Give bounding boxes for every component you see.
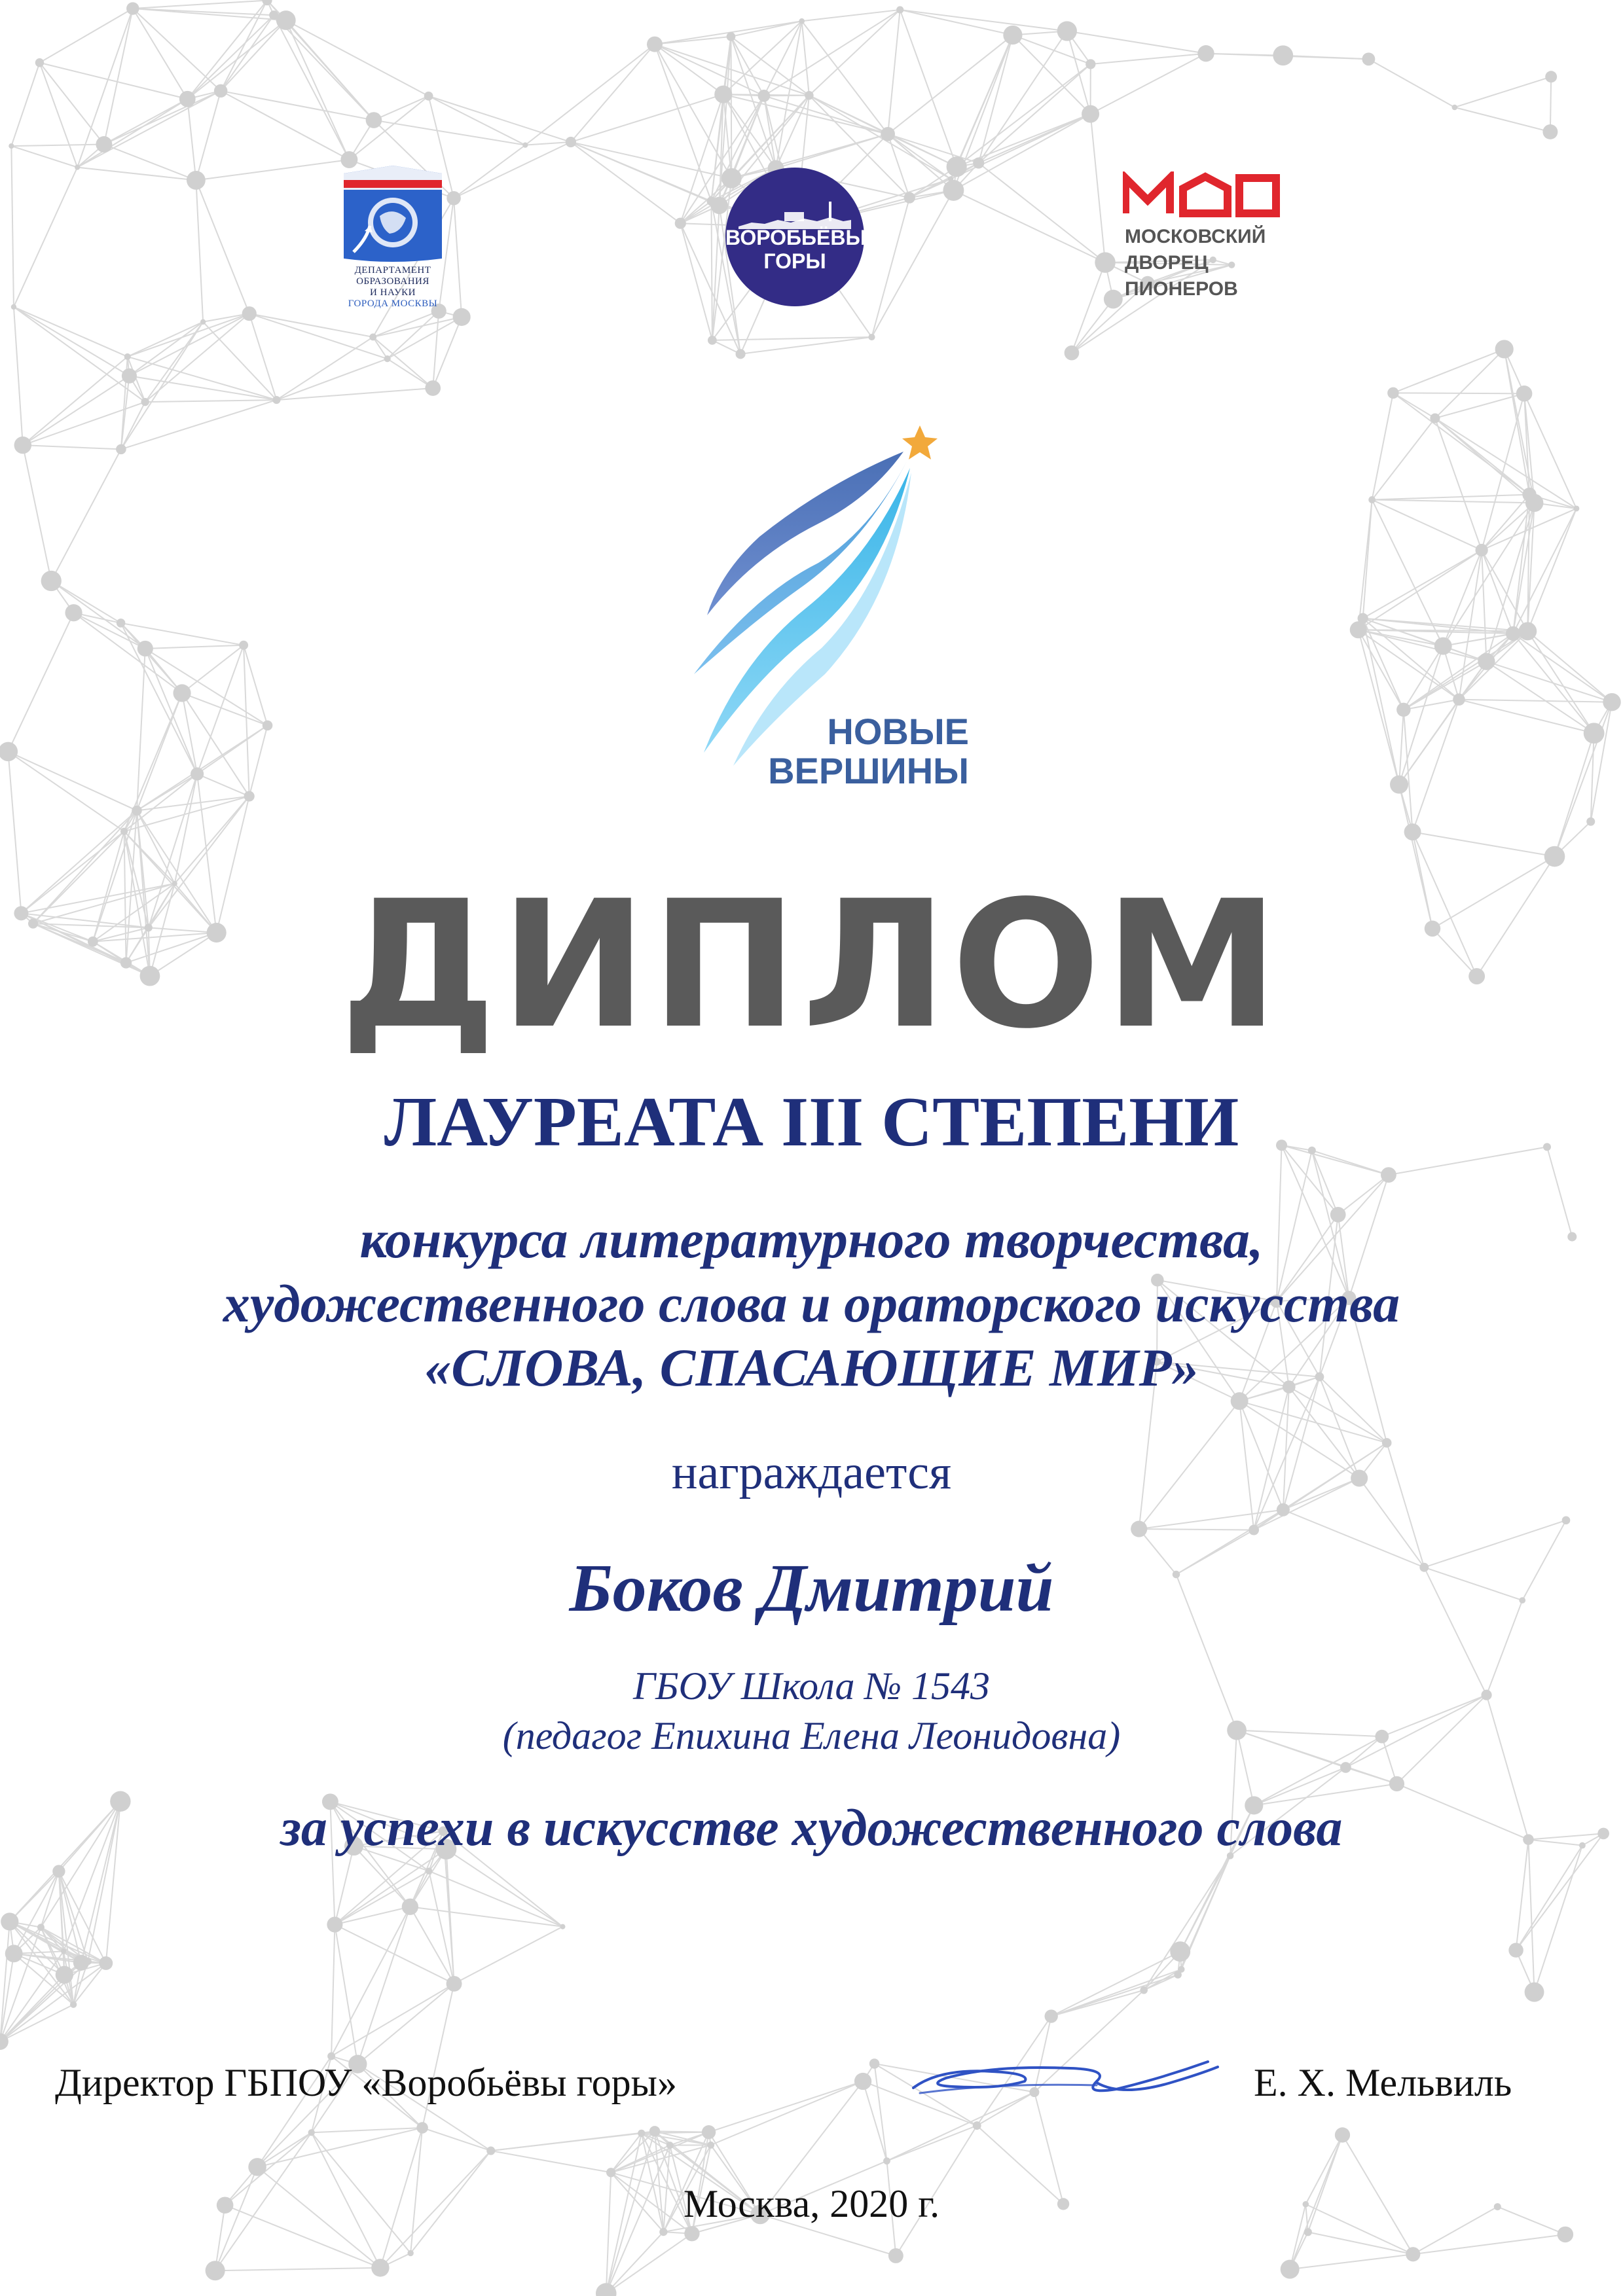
new-peaks-emblem-text: НОВЫЕ ВЕРШИНЫ <box>768 711 969 791</box>
place-and-date: Москва, 2020 г. <box>683 2182 940 2225</box>
department-logo-caption: ДЕПАРТАМЕНТ ОБРАЗОВАНИЯ И НАУКИ ГОРОДА МОСКВЫ <box>348 265 438 309</box>
contest-name: «СЛОВА, СПАСАЮЩИЕ МИР» <box>424 1338 1199 1397</box>
vorobyovy-gory-skyline-icon <box>739 196 851 229</box>
diploma-title: ДИПЛОМ <box>340 863 1283 1067</box>
achievement-text: за успехи в искусстве художественного слова <box>280 1799 1343 1857</box>
moscow-palace-pioneers-mark-icon <box>1123 171 1280 217</box>
recipient-name: Боков Дмитрий <box>569 1551 1054 1626</box>
contest-description <box>0 1208 1623 1400</box>
vorobyovy-gory-logo-text: ВОРОБЬЁВЫ ГОРЫ <box>725 226 866 273</box>
moscow-palace-pioneers-logo-text: МОСКОВСКИЙ ДВОРЕЦ ПИОНЕРОВ <box>1125 226 1266 300</box>
signer-name: Е. Х. Мельвиль <box>1254 2061 1512 2104</box>
awarded-label: награждается <box>671 1446 952 1499</box>
contest-line: конкурса литературного творчества, <box>359 1210 1264 1269</box>
teacher-name: (педагог Епихина Елена Леонидовна) <box>502 1714 1121 1757</box>
school-info <box>0 1661 1623 1761</box>
director-signature <box>900 2042 1228 2114</box>
contest-line: художественного слова и ораторского искусства <box>223 1274 1400 1333</box>
diploma-degree: ЛАУРЕАТА III СТЕПЕНИ <box>384 1083 1239 1161</box>
signer-position: Директор ГБПОУ «Воробьёвы горы» <box>55 2061 677 2104</box>
school-name: ГБОУ Школа № 1543 <box>632 1664 991 1708</box>
